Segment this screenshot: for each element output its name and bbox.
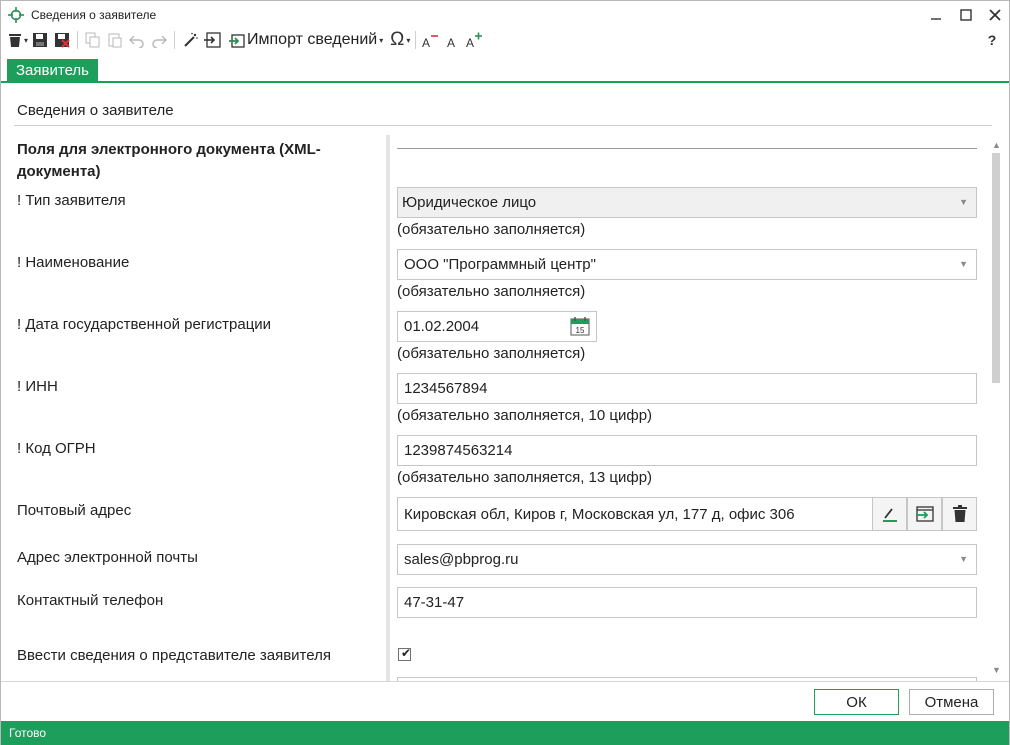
toolbar <box>7 29 1005 51</box>
minimize-icon <box>930 9 942 21</box>
ogrn-input[interactable] <box>397 435 977 466</box>
reg-date-hint: (обязательно заполняется) <box>397 345 586 362</box>
scroll-up-icon[interactable]: ▲ <box>992 140 1001 150</box>
section-title: Сведения о заявителе <box>17 102 174 119</box>
inn-label: ! ИНН <box>17 378 58 395</box>
tab-strip <box>1 59 1009 83</box>
vertical-scrollbar[interactable] <box>990 135 1002 681</box>
section-divider <box>14 125 992 126</box>
name-select[interactable] <box>397 249 977 280</box>
font-increase-button[interactable] <box>464 29 486 51</box>
email-select[interactable] <box>397 544 977 575</box>
delete-button[interactable]: ▾ <box>7 29 29 51</box>
fill-form-button[interactable] <box>201 29 223 51</box>
cancel-button[interactable]: Отмена <box>909 689 994 715</box>
applicant-type-label: ! Тип заявителя <box>17 192 126 209</box>
ok-button[interactable]: ОК <box>814 689 899 715</box>
scroll-thumb[interactable] <box>992 153 1000 383</box>
reg-date-value: 01.02.2004 <box>404 318 480 335</box>
help-button[interactable]: ? <box>987 32 997 48</box>
paste-button[interactable] <box>104 29 126 51</box>
import-label: Импорт сведений <box>247 31 378 48</box>
magic-wand-button[interactable] <box>179 29 201 51</box>
form-panel <box>1 135 1009 681</box>
phone-value: 47-31-47 <box>404 594 465 611</box>
copy-icon <box>85 32 101 48</box>
clear-address-button[interactable] <box>942 497 977 531</box>
postal-address-label: Почтовый адрес <box>17 502 132 519</box>
save-close-icon <box>54 32 70 48</box>
chevron-down-icon: ▼ <box>959 197 968 207</box>
footer-divider <box>1 681 1009 682</box>
title-bar <box>1 1 1009 29</box>
representative-checkbox[interactable] <box>398 648 411 661</box>
font-decrease-button[interactable] <box>420 29 442 51</box>
postal-address-value: Кировская обл, Киров г, Московская ул, 177 д, офис 306 <box>404 505 795 523</box>
redo-icon <box>151 32 167 48</box>
font-increase-icon <box>465 32 485 48</box>
magic-wand-icon <box>182 32 198 48</box>
form-arrow-icon <box>915 505 935 523</box>
save-close-button[interactable] <box>51 29 73 51</box>
applicant-type-select[interactable] <box>397 187 977 218</box>
phone-input[interactable] <box>397 587 977 618</box>
chevron-down-icon: ▼ <box>959 259 968 269</box>
svg-text:A: A <box>447 36 456 48</box>
maximize-button[interactable] <box>951 3 981 27</box>
close-icon <box>989 9 1001 21</box>
name-hint: (обязательно заполняется) <box>397 283 586 300</box>
import-button[interactable] <box>229 29 383 51</box>
trash-icon <box>952 505 968 523</box>
crosshair-logo-icon <box>8 7 24 23</box>
copy-button[interactable] <box>82 29 104 51</box>
maximize-icon <box>960 9 972 21</box>
name-label: ! Наименование <box>17 254 130 271</box>
toolbar-separator <box>174 31 175 49</box>
save-icon <box>32 32 48 48</box>
tab-applicant[interactable]: Заявитель <box>7 59 98 83</box>
status-bar: Готово <box>1 721 1009 745</box>
undo-button[interactable] <box>126 29 148 51</box>
form-arrow-icon <box>203 32 221 48</box>
chevron-down-icon: ▼ <box>959 554 968 564</box>
inn-input[interactable] <box>397 373 977 404</box>
undo-icon <box>129 32 145 48</box>
form-heading: Поля для электронного документа (XML-документа) <box>17 141 321 180</box>
save-button[interactable] <box>29 29 51 51</box>
pencil-icon <box>881 505 899 523</box>
field-top-divider <box>397 148 977 149</box>
inn-hint: (обязательно заполняется, 10 цифр) <box>397 407 653 424</box>
scroll-down-icon[interactable]: ▼ <box>992 665 1001 675</box>
ogrn-hint: (обязательно заполняется, 13 цифр) <box>397 469 653 486</box>
edit-address-button[interactable] <box>872 497 907 531</box>
ogrn-label: ! Код ОГРН <box>17 440 96 457</box>
applicant-type-value: Юридическое лицо <box>402 194 537 211</box>
calendar-day: 15 <box>575 326 585 335</box>
omega-icon: Ω <box>390 29 405 50</box>
toolbar-separator <box>415 31 416 49</box>
checkmark-icon: ✔ <box>401 646 412 660</box>
calendar-icon <box>570 316 590 336</box>
postal-address-input[interactable] <box>397 497 873 531</box>
representative-label: Ввести сведения о представителе заявителя <box>17 647 331 664</box>
fill-address-button[interactable] <box>907 497 942 531</box>
column-splitter[interactable] <box>386 135 390 681</box>
reg-date-label: ! Дата государственной регистрации <box>17 316 272 333</box>
font-decrease-icon <box>421 32 441 48</box>
chevron-down-icon: ▾ <box>406 35 411 45</box>
email-label: Адрес электронной почты <box>17 549 198 566</box>
svg-text:A: A <box>422 36 431 48</box>
paste-icon <box>107 32 123 48</box>
chevron-down-icon: ▾ <box>379 35 384 45</box>
ogrn-value: 1239874563214 <box>404 442 513 459</box>
svg-text:A: A <box>466 36 475 48</box>
redo-button[interactable] <box>148 29 170 51</box>
applicant-type-hint: (обязательно заполняется) <box>397 221 586 238</box>
symbol-button[interactable] <box>389 29 411 51</box>
email-value: sales@pbprog.ru <box>404 551 519 568</box>
import-icon <box>229 32 245 48</box>
minimize-button[interactable] <box>921 3 951 27</box>
phone-label: Контактный телефон <box>17 592 164 609</box>
font-reset-button[interactable] <box>442 29 464 51</box>
font-reset-icon <box>443 32 463 48</box>
calendar-button[interactable] <box>570 316 590 336</box>
close-button[interactable] <box>980 3 1010 27</box>
name-value: ООО "Программный центр" <box>404 256 596 273</box>
toolbar-separator <box>77 31 78 49</box>
inn-value: 1234567894 <box>404 380 488 397</box>
window-title: Сведения о заявителе <box>31 8 157 22</box>
trash-icon <box>8 32 22 48</box>
reg-date-input[interactable] <box>397 311 597 342</box>
